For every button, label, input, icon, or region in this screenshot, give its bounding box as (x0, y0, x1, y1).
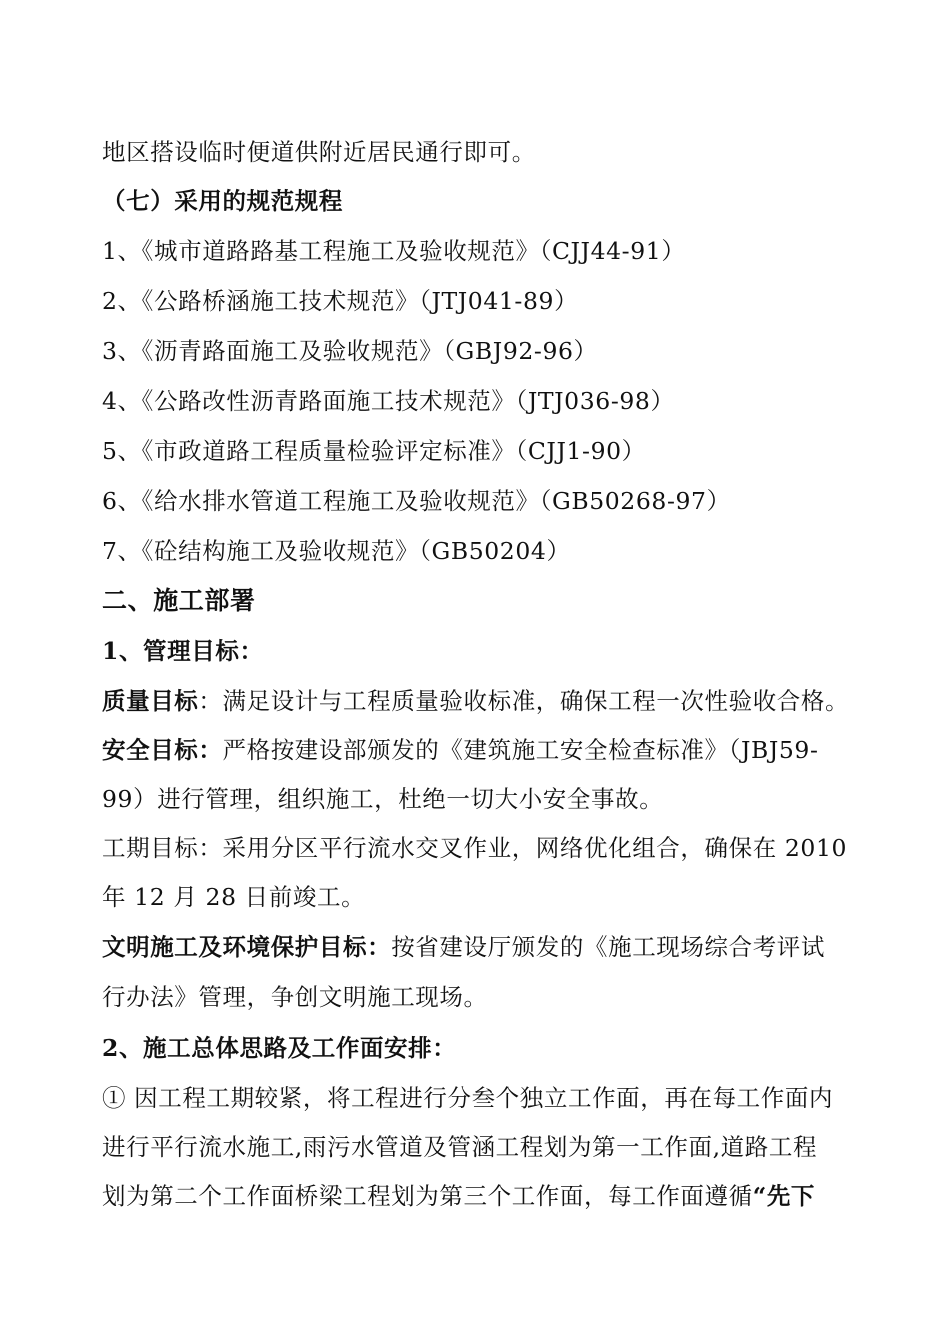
paragraph-line (102, 1179, 880, 1213)
paragraph-line: 行办法》管理，争创文明施工现场。 (102, 983, 488, 1011)
section-heading: （七）采用的规范规程 (102, 187, 343, 215)
subsection-heading: 1、管理目标： (102, 637, 264, 665)
quality-goal-text: ：满足设计与工程质量验收标准，确保工程一次性验收合格。 (198, 687, 850, 715)
civil-goal-text: 按省建设厅颁发的《施工现场综合考评试 (391, 933, 826, 961)
safety-goal-label: 安全目标： (102, 736, 223, 764)
spec-item: 4、《公路改性沥青路面施工技术规范》（JTJ036-98） (102, 387, 675, 415)
paragraph-text: 划为第二个工作面桥梁工程划为第三个工作面，每工作面遵循 (102, 1182, 753, 1210)
schedule-goal: 工期目标：采用分区平行流水交叉作业，网络优化组合，确保在 2010 (102, 834, 848, 862)
paragraph-line: ① 因工程工期较紧，将工程进行分叁个独立工作面，再在每工作面内 (102, 1084, 834, 1112)
paragraph-line: 年 12 月 28 日前竣工。 (102, 883, 366, 911)
civil-goal (102, 930, 880, 964)
paragraph-line: 99）进行管理，组织施工，杜绝一切大小安全事故。 (102, 785, 664, 813)
paragraph-bold-text: “先下 (752, 1182, 816, 1210)
chapter-heading: 二、施工部署 (102, 586, 256, 615)
spec-item: 7、《砼结构施工及验收规范》（GB50204） (102, 537, 571, 565)
safety-goal-text: 严格按建设部颁发的《建筑施工安全检查标准》（JBJ59- (222, 736, 819, 764)
spec-item: 6、《给水排水管道工程施工及验收规范》（GB50268-97） (102, 487, 731, 515)
quality-goal-label: 质量目标 (102, 687, 199, 715)
paragraph-line: 进行平行流水施工,雨污水管道及管涵工程划为第一工作面,道路工程 (102, 1133, 818, 1161)
spec-item: 3、《沥青路面施工及验收规范》（GBJ92-96） (102, 337, 598, 365)
spec-item: 2、《公路桥涵施工技术规范》（JTJ041-89） (102, 287, 579, 315)
subsection-heading: 2、施工总体思路及工作面安排： (102, 1034, 457, 1062)
spec-item: 5、《市政道路工程质量检验评定标准》（CJJ1-90） (102, 437, 646, 465)
paragraph-line: 地区搭设临时便道供附近居民通行即可。 (102, 138, 536, 166)
safety-goal (102, 733, 880, 767)
civil-goal-label: 文明施工及环境保护目标： (102, 933, 392, 961)
spec-item: 1、《城市道路路基工程施工及验收规范》（CJJ44-91） (102, 237, 686, 265)
quality-goal (102, 684, 880, 718)
